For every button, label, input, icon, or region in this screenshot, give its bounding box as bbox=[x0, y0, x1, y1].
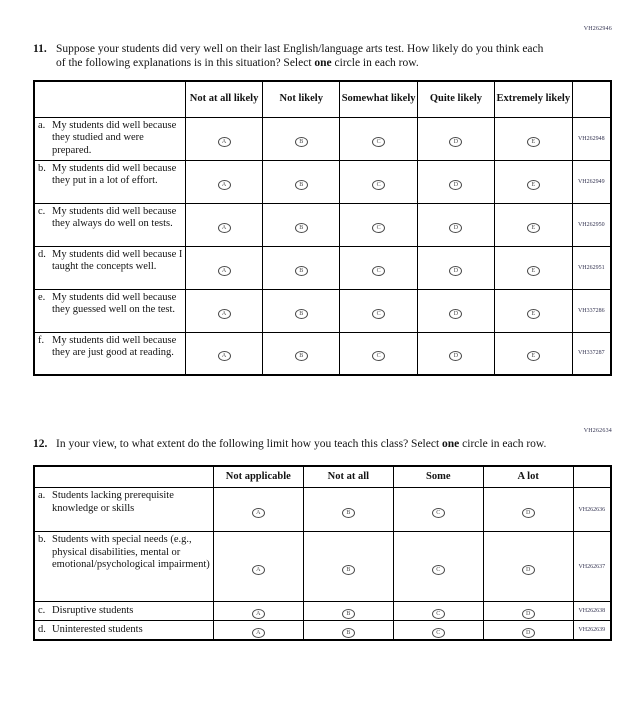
response-cell bbox=[495, 289, 573, 332]
response-cell bbox=[213, 602, 303, 621]
q12-header-not-at-all: Not at all bbox=[303, 466, 393, 488]
q11-header-code-cell bbox=[572, 81, 611, 118]
response-bubble[interactable]: D bbox=[522, 628, 535, 638]
response-cell bbox=[263, 160, 340, 203]
q12-response-table bbox=[33, 465, 612, 641]
response-cell bbox=[185, 332, 262, 375]
response-cell bbox=[483, 488, 573, 532]
response-bubble[interactable]: C bbox=[372, 351, 385, 361]
response-bubble[interactable]: A bbox=[252, 508, 265, 518]
q11-row-b-stem: b. My students did well because they put in a lot of effort. bbox=[34, 160, 185, 203]
response-bubble[interactable]: D bbox=[449, 309, 462, 319]
response-bubble[interactable]: B bbox=[295, 223, 308, 233]
response-cell bbox=[340, 246, 418, 289]
response-bubble[interactable]: E bbox=[527, 180, 540, 190]
response-bubble[interactable]: B bbox=[295, 137, 308, 147]
question-12-text bbox=[56, 437, 548, 451]
question-11-text-part1: Suppose your students did very well on their last English/language arts test. How likely do you think each of the following explanations is in this situation? Select bbox=[56, 43, 544, 70]
q12-header-empty-cell bbox=[34, 466, 213, 488]
row-accession-code: VH262951 bbox=[572, 246, 611, 289]
response-cell bbox=[483, 621, 573, 641]
response-cell bbox=[303, 488, 393, 532]
response-bubble[interactable]: E bbox=[527, 137, 540, 147]
response-bubble[interactable]: C bbox=[432, 628, 445, 638]
q11-header-row bbox=[34, 81, 611, 118]
q12-header-a-lot: A lot bbox=[483, 466, 573, 488]
response-cell bbox=[185, 117, 262, 160]
response-bubble[interactable]: D bbox=[449, 266, 462, 276]
response-bubble[interactable]: E bbox=[527, 223, 540, 233]
table-row-q11-d bbox=[34, 246, 611, 289]
response-cell bbox=[340, 117, 418, 160]
response-bubble[interactable]: A bbox=[252, 565, 265, 575]
response-cell bbox=[483, 602, 573, 621]
response-cell bbox=[303, 532, 393, 602]
response-cell bbox=[213, 621, 303, 641]
response-cell bbox=[340, 332, 418, 375]
response-cell bbox=[303, 621, 393, 641]
response-bubble[interactable]: A bbox=[252, 609, 265, 619]
response-cell bbox=[417, 203, 494, 246]
response-bubble[interactable]: B bbox=[342, 609, 355, 619]
response-cell bbox=[495, 332, 573, 375]
response-bubble[interactable]: E bbox=[527, 266, 540, 276]
question-12-prompt bbox=[33, 437, 612, 451]
table-row-q11-e bbox=[34, 289, 611, 332]
q11-header-empty-cell bbox=[34, 81, 185, 118]
response-bubble[interactable]: A bbox=[252, 628, 265, 638]
q12-header-row bbox=[34, 466, 611, 488]
question-12-bold-word: one bbox=[442, 438, 460, 450]
response-bubble[interactable]: A bbox=[218, 223, 231, 233]
response-bubble[interactable]: D bbox=[522, 609, 535, 619]
q11-row-d-stem: d. My students did well because I taught the concepts well. bbox=[34, 246, 185, 289]
response-cell bbox=[263, 332, 340, 375]
response-bubble[interactable]: B bbox=[342, 565, 355, 575]
response-cell bbox=[495, 246, 573, 289]
response-cell bbox=[263, 203, 340, 246]
response-bubble[interactable]: A bbox=[218, 266, 231, 276]
response-bubble[interactable]: D bbox=[449, 137, 462, 147]
response-bubble[interactable]: B bbox=[295, 309, 308, 319]
question-11-prompt bbox=[33, 42, 612, 71]
q12-row-b-stem: b. Students with special needs (e.g., physical disabilities, mental or emotional/psychological impairment) bbox=[34, 532, 213, 602]
response-cell bbox=[185, 160, 262, 203]
response-bubble[interactable]: D bbox=[449, 180, 462, 190]
row-accession-code: VH262950 bbox=[572, 203, 611, 246]
table-row-q12-c bbox=[34, 602, 611, 621]
q11-row-f-stem: f. My students did well because they are just good at reading. bbox=[34, 332, 185, 375]
response-bubble[interactable]: D bbox=[522, 508, 535, 518]
response-bubble[interactable]: C bbox=[372, 266, 385, 276]
response-bubble[interactable]: E bbox=[527, 309, 540, 319]
response-bubble[interactable]: A bbox=[218, 351, 231, 361]
question-12-number: 12. bbox=[33, 438, 48, 450]
row-accession-code: VH262636 bbox=[573, 488, 611, 532]
q12-header-some: Some bbox=[393, 466, 483, 488]
q12-row-a-stem: a. Students lacking prerequisite knowledge or skills bbox=[34, 488, 213, 532]
response-cell bbox=[185, 289, 262, 332]
response-cell bbox=[185, 246, 262, 289]
response-bubble[interactable]: C bbox=[432, 565, 445, 575]
q12-header-not-applicable: Not applicable bbox=[213, 466, 303, 488]
q11-header-extremely-likely: Extremely likely bbox=[495, 81, 573, 118]
response-cell bbox=[340, 160, 418, 203]
row-accession-code: VH262639 bbox=[573, 621, 611, 641]
q12-row-c-stem: c. Disruptive students bbox=[34, 602, 213, 621]
question-11-number: 11. bbox=[33, 43, 47, 55]
q11-row-e-stem: e. My students did well because they guessed well on the test. bbox=[34, 289, 185, 332]
response-bubble[interactable]: B bbox=[295, 351, 308, 361]
response-cell bbox=[417, 160, 494, 203]
response-cell bbox=[213, 488, 303, 532]
response-bubble[interactable]: D bbox=[449, 223, 462, 233]
response-cell bbox=[495, 160, 573, 203]
response-bubble[interactable]: A bbox=[218, 180, 231, 190]
row-accession-code: VH262638 bbox=[573, 602, 611, 621]
row-accession-code: VH337287 bbox=[572, 332, 611, 375]
response-bubble[interactable]: E bbox=[527, 351, 540, 361]
response-bubble[interactable]: C bbox=[372, 223, 385, 233]
question-12-text-part1: In your view, to what extent do the following limit how you teach this class? Select bbox=[56, 438, 440, 450]
response-cell bbox=[340, 203, 418, 246]
q11-header-quite-likely: Quite likely bbox=[417, 81, 494, 118]
response-bubble[interactable]: D bbox=[522, 565, 535, 575]
response-cell bbox=[393, 602, 483, 621]
response-cell bbox=[417, 246, 494, 289]
q11-header-not-at-all-likely: Not at all likely bbox=[185, 81, 262, 118]
response-cell bbox=[263, 289, 340, 332]
response-cell bbox=[393, 532, 483, 602]
response-bubble[interactable]: C bbox=[432, 609, 445, 619]
row-accession-code: VH337286 bbox=[572, 289, 611, 332]
response-bubble[interactable]: B bbox=[295, 180, 308, 190]
q11-header-not-likely: Not likely bbox=[263, 81, 340, 118]
table-row-q12-b bbox=[34, 532, 611, 602]
q11-row-a-stem: a. My students did well because they studied and were prepared. bbox=[34, 117, 185, 160]
table-row-q12-a bbox=[34, 488, 611, 532]
response-bubble[interactable]: C bbox=[372, 180, 385, 190]
response-cell bbox=[495, 117, 573, 160]
q12-header-code-cell bbox=[573, 466, 611, 488]
response-cell bbox=[495, 203, 573, 246]
question-11-text bbox=[56, 42, 548, 71]
response-bubble[interactable]: C bbox=[372, 309, 385, 319]
response-cell bbox=[213, 532, 303, 602]
row-accession-code: VH262637 bbox=[573, 532, 611, 602]
response-cell bbox=[340, 289, 418, 332]
response-bubble[interactable]: C bbox=[432, 508, 445, 518]
response-cell bbox=[393, 621, 483, 641]
q12-row-d-stem: d. Uninterested students bbox=[34, 621, 213, 641]
q11-response-table bbox=[33, 80, 612, 377]
response-bubble[interactable]: A bbox=[218, 309, 231, 319]
response-bubble[interactable]: C bbox=[372, 137, 385, 147]
row-accession-code: VH262949 bbox=[572, 160, 611, 203]
row-accession-code: VH262948 bbox=[572, 117, 611, 160]
response-cell bbox=[263, 117, 340, 160]
q11-row-c-stem: c. My students did well because they always do well on tests. bbox=[34, 203, 185, 246]
question-11-accession-code: VH262946 bbox=[583, 26, 612, 32]
table-row-q11-f bbox=[34, 332, 611, 375]
response-cell bbox=[417, 117, 494, 160]
response-bubble[interactable]: B bbox=[295, 266, 308, 276]
question-12-accession-code: VH262634 bbox=[583, 428, 612, 434]
response-bubble[interactable]: D bbox=[449, 351, 462, 361]
question-12-section bbox=[0, 376, 637, 641]
question-11-text-part2: circle in each row. bbox=[334, 57, 419, 70]
response-cell bbox=[393, 488, 483, 532]
response-cell bbox=[483, 532, 573, 602]
response-cell bbox=[263, 246, 340, 289]
response-cell bbox=[185, 203, 262, 246]
response-bubble[interactable]: B bbox=[342, 508, 355, 518]
table-row-q12-d bbox=[34, 621, 611, 641]
response-bubble[interactable]: A bbox=[218, 137, 231, 147]
table-row-q11-c bbox=[34, 203, 611, 246]
question-11-bold-word: one bbox=[314, 57, 332, 70]
response-cell bbox=[417, 332, 494, 375]
response-bubble[interactable]: B bbox=[342, 628, 355, 638]
table-row-q11-b bbox=[34, 160, 611, 203]
question-12-text-part2: circle in each row. bbox=[462, 438, 547, 450]
table-row-q11-a bbox=[34, 117, 611, 160]
response-cell bbox=[417, 289, 494, 332]
q11-header-somewhat-likely: Somewhat likely bbox=[340, 81, 418, 118]
response-cell bbox=[303, 602, 393, 621]
